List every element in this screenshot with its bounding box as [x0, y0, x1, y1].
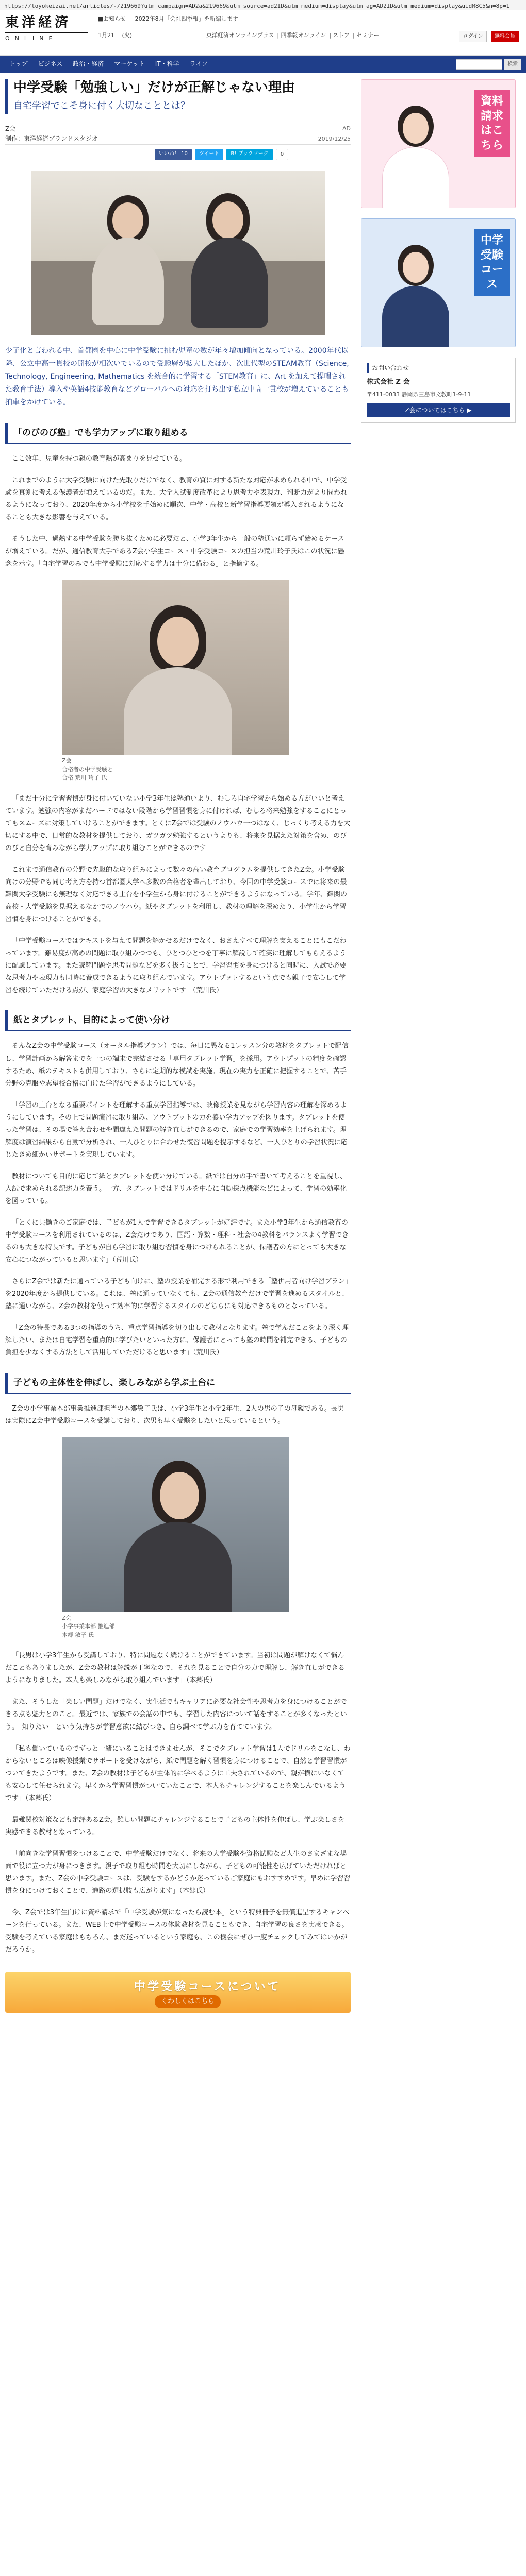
article-title-box	[5, 79, 351, 114]
sponsor-company: 株式会社 Z 会	[367, 378, 410, 386]
site-footer	[0, 2566, 526, 2576]
course-info-banner-title: 中学受験コースについて	[134, 1980, 281, 1994]
account-buttons	[457, 31, 519, 42]
portrait-caption-arakawa: Z会 合格者の中学受験と 合格 荒川 玲子 氏	[62, 757, 113, 782]
section1-para-3: そうした中、過熱する中学受験を勝ち抜くために必要だと、小学3年生から一般の塾通いに頼らず始めるケースが増えている。だが、通信教育大手であるZ会小学生コース・中学受験コースの担当の荒川玲子氏はこの状況に懸念を示す。「自宅学習のみでも中学受験に対応する学力は十分に備わる」と指摘する。	[5, 535, 344, 568]
section2-para-6: 「Z会の特長である3つの指導のうち、重点学習指導を切り出して教材となります。塾で学んだことをより深く理解したい、または自宅学習を重点的に学びたいといった方に、保護者にとっても塾の時間を補完できる、子どもの負担を少なくする方法として活用していただけると思います」（荒川氏）	[5, 1324, 349, 1357]
service-link-plus[interactable]: 東洋経済オンラインプラス	[206, 32, 274, 39]
body3-para-5: 「前向きな学習習慣をつけることで、中学受験だけでなく、将来の大学受験や資格試験など人生のさまざまな場面で役に立つ力が身につきます。親子で取り組む時間を大切にしながら、子どもの可能性を広げていただければと思います。また、Z会の中学受験コースは、受験をするかどうか迷っているご家庭にもおすすめです。早めに学習習慣を身につけておくことで、進路の選択肢も広がります」（本郷氏）	[5, 1850, 351, 1895]
section1-para-1: ここ数年、児童を持つ親の教育熱が高まりを見せている。	[12, 454, 187, 463]
main-nav	[0, 56, 526, 73]
body1-para-2: これまで通信教育の分野で先駆的な取り組みによって数々の高い教育ブログラムを提供してきたZ会。小学受験向けの分野でも同じ考え方を持つ首都圏大学へ多数の合格者を輩出しており、今回の中学受験コースでは将来の最難関大学受験にも無理なく対応できる土台を小学生から身に付けることができるようになっている。学年、難関の高校・大学受験を見据えるなかでのノウハウ。紙やタブレットを利用し、教材の理解を深めたり、小学生から学習習慣を身につけることができる。	[5, 866, 348, 924]
sponsor-name: Z会	[5, 125, 16, 132]
nav-item-it[interactable]: IT・科学	[155, 60, 179, 68]
exam-course-label: 中学受験コース	[474, 229, 510, 296]
article-main	[5, 79, 351, 2044]
article-lead: 少子化と言われる中、首都圏を中心に中学受験に挑む児童の数が年々増加傾向となっている。2000年代以降、公立中高一貫校の開校が相次いでいるので受験層が拡大したほか、次世代型のSTEAM教育（Science, Technology, Engineering, Mathematics を統合的に学習する「STEM教育」に、Art を加えて提唱された教育手法）導入や英語4技能教育などグローバルへの対応を打ち出す私立中高一貫校が増えていることも拍車をかけている。	[5, 346, 349, 407]
article-subtitle: 自宅学習でこそ身に付く大切なこととは？	[13, 100, 190, 111]
nav-item-top[interactable]: トップ	[9, 60, 28, 68]
tweet-button[interactable]: ツイート	[195, 149, 224, 160]
search-button[interactable]: 検索	[504, 59, 521, 70]
nav-item-life[interactable]: ライフ	[189, 60, 208, 68]
section2-para-4: 「とくに共働きのご家庭では、子どもが1人で学習できるタブレットが好評です。また小学3年生から通信教育の中学受験コースを利用されているのは、Z会だけであり、国語・算数・理科・社会の4教科をバランスよく学習できるのも大きな特長です。子どもが自ら学習に取り組む習慣を身につけられることが、保護者の方にとっても大きな安心につながっていると思います」（荒川氏）	[5, 1219, 349, 1264]
course-info-banner-cta: くわしくはこちら	[155, 1995, 221, 2008]
share-buttons	[155, 149, 351, 160]
service-link-shikiho[interactable]: 四季報オンライン	[281, 32, 326, 39]
address-bar[interactable]: https://toyokeizai.net/articles/-/219669?utm_campaign=AD2a&219669&utm_source=ad2ID&utm_medium=display&utm_ag=AD2ID&utm_medium=display&uidM8C5&n=8p=1	[0, 0, 526, 10]
section1-para-2: これまでのように大学受験に向けた先取りだけでなく、教育の質に対する新たな対応が求められる中で、中学受験を真剣に考える保護者が増えているのだ。また、大学入試制度改革により思考力や表現力、判断力がより問われるようになっており、2020年度から小学校を手始めに順次、中学・高校と新学習指導要領が導入されるようになることも大きな影響を与えている。	[5, 476, 348, 521]
nav-item-politics[interactable]: 政治・経済	[73, 60, 104, 68]
logo-en: ONLINE	[5, 32, 88, 43]
section-heading-2: 紙とタブレット、目的によって使い分け	[5, 1010, 351, 1031]
site-logo[interactable]	[5, 14, 88, 43]
ad-label: AD	[342, 125, 351, 132]
body3-para-1: 「長男は小学3年生から受講しており、特に問題なく続けることができています。当初は問題が解けなくて悩んだこともありましたが、Z会の教材は解説が丁寧なので、それを見ることで自分の力で理解し、解き直しができるようになりました。本人も楽しみながら取り組んでいます」（本郷氏）	[5, 1652, 345, 1685]
article-meta	[5, 124, 351, 145]
section3-para-1: Z会の小学事業本部事業推進部担当の本郷敏子氏は、小学3年生と小学2年生、2人の男の子の母親である。長男は実際にZ会中学受験コースを受講しており、次男も早く受験をしたいと思っているという。	[5, 1404, 344, 1425]
bookmark-count: 0	[276, 149, 288, 160]
service-links: 東洋経済オンラインプラス | 四季報オンライン | ストア | セミナー	[206, 32, 380, 39]
sponsor-link-button[interactable]: Z会についてはこちら ▶	[367, 403, 510, 417]
hero-photo	[31, 171, 325, 335]
current-date: 1月21日 (火)	[98, 32, 133, 39]
sidebar	[361, 79, 516, 423]
sponsor-contact-box	[361, 358, 516, 423]
sponsor-address: 〒411-0033 静岡県三島市文教町1-9-11	[367, 391, 471, 398]
article-title: 中学受験「勉強しい」だけが正解じゃない理由	[13, 80, 295, 95]
page-layout	[0, 73, 526, 2565]
section2-para-2: 「学習の土台となる重要ポイントを理解する重点学習指導では、映像授業を見ながら学習内容の理解を深めるようにしています。その上で問題演習に取り組み、アウトプットの力を養い学力アップを図ります。タブレットを使った学習は、その場で答え合わせや間違えた問題の解き直しができるので、家庭での学習効率を上げられます。理解度は演習結果から自動で分析され、一人ひとりに合わせた復習問題を提示するなど、一人ひとりの学習状況に応じたきめ細かいサポートを実現しています。	[5, 1101, 348, 1159]
brochure-request-label: 資料請求はこちら	[474, 90, 510, 157]
portrait-photo-arakawa	[62, 580, 289, 755]
body1-para-1: 「まだ十分に学習習慣が身に付いていない小学3年生は塾通いより、むしろ自宅学習から始める方がいいと考えています。勉強の内容がまだハードではない段階から学習習慣を身に付ければ、むしろ将来勉強をすることにとってもスムーズに対策していけることができます。とくにZ会では受験のノウハウ一つはなく、じっくり考える力を大切にする中で、日常的な教材を提供しており、ガツガツ勉強するというよりも、将来を見据えた対策を含め、のびのびと自分を育みながら学力アップに取り組むことができるのです」	[5, 794, 351, 852]
brochure-request-banner[interactable]	[361, 79, 516, 208]
student-illustration	[382, 106, 449, 208]
masthead-date	[98, 31, 137, 40]
sponsor-heading: お問い合わせ	[367, 363, 510, 373]
section2-para-3: 教材についても目的に応じて紙とタブレットを使い分けている。紙では自分の手で書いて考えることを重視し、入試で求められる記述力を養う。一方、タブレットではドリルを中心に自動採点機能などによって、学習の効率化を図っている。	[5, 1172, 347, 1205]
notice-prefix: ■お知らせ	[98, 15, 126, 22]
body3-para-4: 最難関校対策なども定評あるZ会。難しい問題にチャレンジすることで子どもの主体性を伸ばし、学ぶ楽しさを実感できる教材となっている。	[5, 1816, 344, 1836]
masthead	[0, 10, 526, 56]
login-button[interactable]: ログイン	[459, 31, 487, 42]
logo-jp: 東洋経済	[5, 15, 72, 30]
hatena-bookmark-button[interactable]: B! ブックマーク	[226, 149, 272, 160]
search-input[interactable]	[456, 59, 502, 70]
service-link-store[interactable]: ストア	[333, 32, 350, 39]
search-form	[456, 59, 521, 70]
notice-text[interactable]: 2022年8月「会社四季報」を新編します	[135, 15, 238, 22]
facebook-like-button[interactable]: いいね！ 10	[155, 149, 192, 160]
student-illustration-2	[382, 245, 449, 347]
producer-credit: 制作：東洋経済ブランドスタジオ	[5, 134, 98, 142]
section-heading-1: 「のびのび塾」でも学力アップに取り組める	[5, 423, 351, 444]
nav-item-business[interactable]: ビジネス	[38, 60, 63, 68]
section2-para-1: そんなZ会の中学受験コース（オータル指導プラン）では、毎日に異なる1レッスン分の教材をタブレットで配信し、学習計画から解答までを一つの端末で完結させる「専用タブレット学習」を採用。アウトプットの精度を確認するため、紙のテキストも併用しており、さらに定期的な模試を実施。現在の実力を正確に把握することで、苦手分野の克服や志望校合格に向けた学習ができるようにしている。	[5, 1042, 349, 1088]
portrait-photo-hongo	[62, 1437, 289, 1612]
exam-course-banner[interactable]	[361, 218, 516, 347]
portrait-caption-hongo: Z会 小学事業本部 推進部 本郷 敏子 氏	[62, 1614, 115, 1638]
section2-para-5: さらにZ会では新たに通っている子ども向けに、塾の授業を補完する形で利用できる「塾併用者向け学習プラン」を2020年度から提供している。これは、塾に通っていなくても、Z会の通信教育だけで学習を進めるスタイルと、塾に通いながら、Z会の教材を使って効率的に学習するスタイルのどちらにも対応できるものとなっている。	[5, 1278, 349, 1311]
article-date: 2019/12/25	[318, 135, 351, 142]
register-button[interactable]: 無料会員	[491, 31, 519, 42]
section-heading-3: 子どもの主体性を伸ばし、楽しみながら学ぶ土台に	[5, 1373, 351, 1394]
body3-para-2: また、そうした「楽しい問題」だけでなく、実生活でもキャリアに必要な社会性や思考力を身につけることができる点も魅力とのこと。最近では、家族での会話の中でも、学習した内容について話をすることが多くなったという。「知りたい」という気持ちが学習意欲に結びつき、自ら調べて学ぶ力を育てています。	[5, 1698, 347, 1731]
notice-bar	[98, 14, 245, 24]
nav-item-market[interactable]: マーケット	[114, 60, 145, 68]
body3-para-6: 今、Z会では3年生向けに資料請求で「中学受験が気になったら読む本」という特典冊子を無償進呈するキャンペーンを行っている。また、WEB上で中学受験コースの体験教材を見ることもでき、自宅学習の良さを実感できる。受験を考えている家庭はもちろん、まだ迷っているという家庭も、この機会にぜひ一度チェックしてみてはいかがだろうか。	[5, 1909, 350, 1954]
course-info-banner[interactable]	[5, 1972, 351, 2013]
body1-para-3: 「中学受験コースではテキストを与えて問題を解かせるだけでなく、おさえすべて理解を支えることにもこだわっています。難易度が高めの問題に取り組みつつも、ひとつひとつを丁寧に解説して確実に理解してもらえるように配慮しています。また読解問題や思考問題などを多く扱うことで、学習習慣を身につけると同時に、入試で必要な思考力や表現力も同時に養成できるように取り組んでいます。アウトプットするという点でも親子で安心して学習を続けていただける点が、家庭学習の大きなメリットです」（荒川氏）	[5, 937, 347, 995]
body3-para-3: 「私も働いているのでずっと一緒にいることはできませんが、そこでタブレット学習は1人でドリルをこなし、わからないところは映像授業でサポートを受けながら、紙で問題を解く習慣を身につけることで、自然と学習習慣がついてきたようです。また、Z会の教材は子どもが主体的に学べるように工夫されているので、親が横にいなくても安心して任せられます。早くから学習習慣がついていたことで、本人もチャレンジすることを楽しんでいるようです」（本郷氏）	[5, 1744, 351, 1802]
service-link-seminar[interactable]: セミナー	[356, 32, 380, 39]
